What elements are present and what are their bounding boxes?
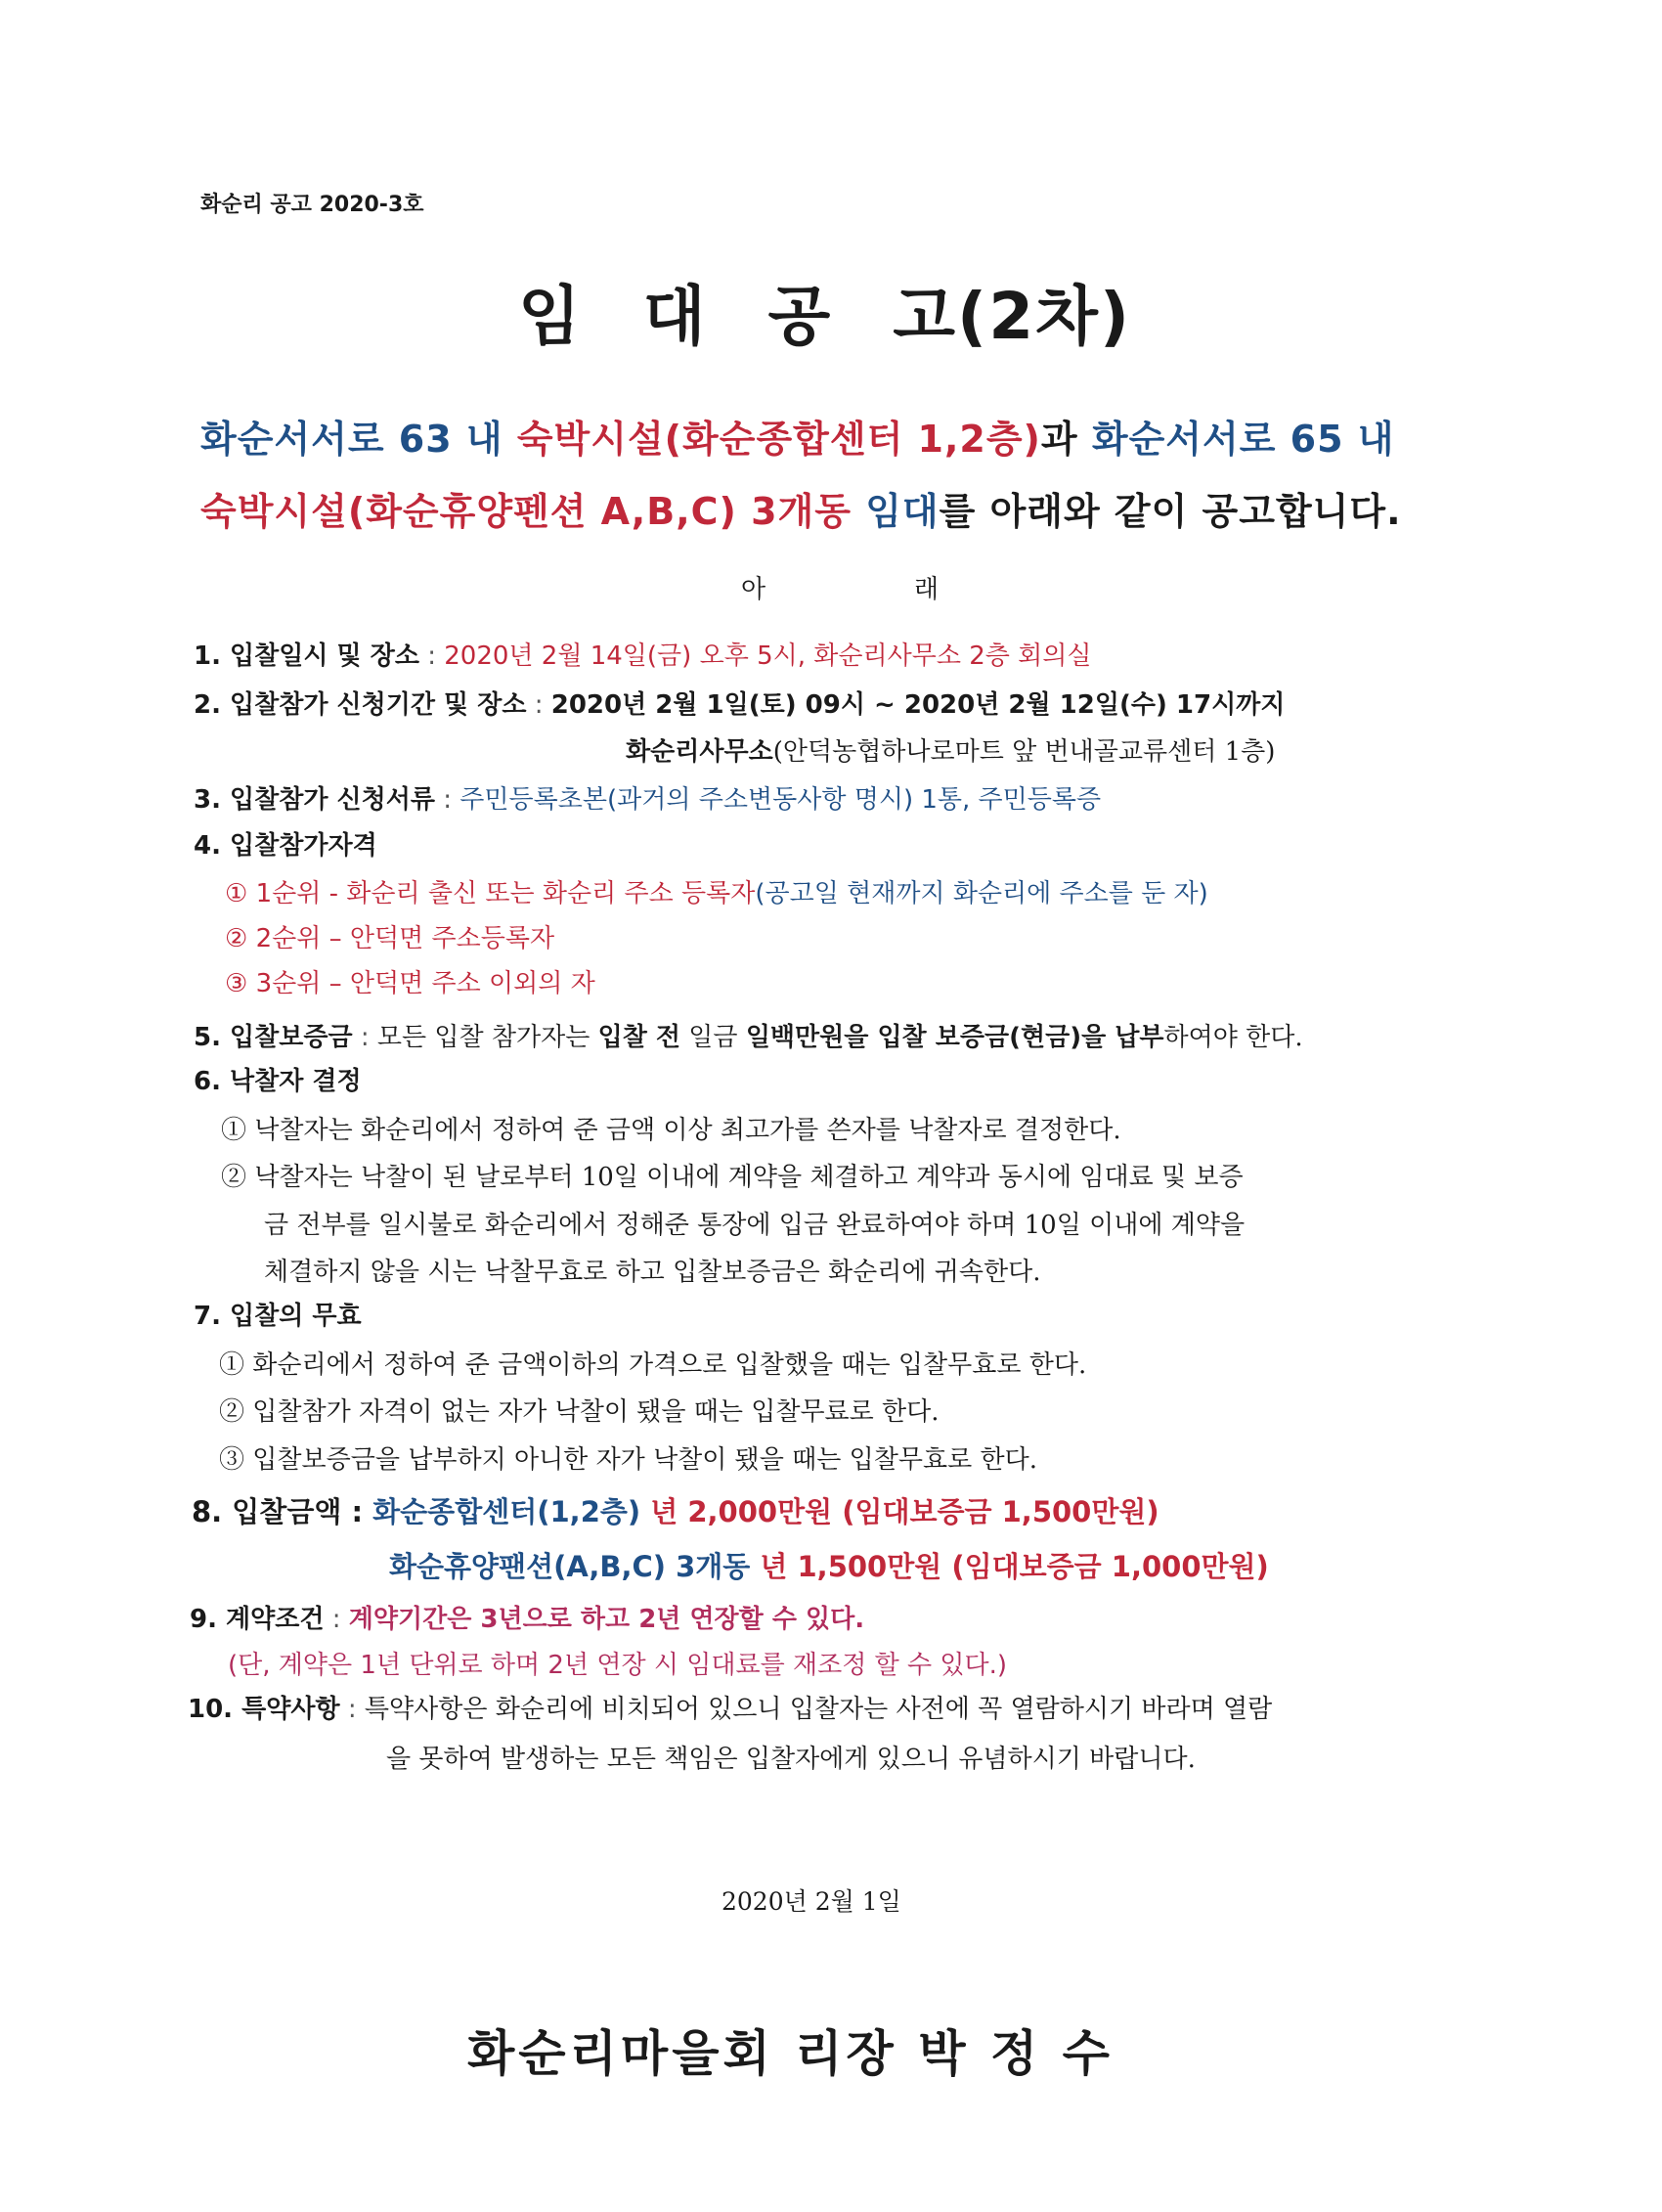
- item-10-key: 10. 특약사항: [188, 1695, 340, 1724]
- item-5-bold-2: 일백만원을 입찰 보증금(현금)을 납부: [745, 1023, 1164, 1052]
- item-6-sub-2b: 금 전부를 일시불로 화순리에서 정해준 통장에 입금 완료하여야 하며 10일 이내에 계약을: [264, 1211, 1246, 1240]
- item-2-place: [626, 731, 1275, 768]
- headline-address-63: 화순서서로 63 내: [200, 418, 503, 461]
- item-4-sub-1: [225, 873, 1208, 909]
- signer: 화순리마을회 리장 박 정 수: [467, 2025, 1114, 2082]
- item-2-key: 2. 입찰참가 신청기간 및 장소: [194, 690, 527, 720]
- item-2-sep: :: [526, 690, 551, 720]
- item-2-value: 2020년 2월 1일(토) 09시 ~ 2020년 2월 12일(수) 17시까지: [550, 690, 1286, 720]
- item-5-sep: :: [352, 1023, 377, 1052]
- item-4: [194, 825, 377, 862]
- title-char-4: 고(2차): [893, 279, 1132, 354]
- item-9-sep: :: [324, 1605, 349, 1634]
- item-9-value: 계약기간은 3년으로 하고 2년 연장할 수 있다.: [348, 1605, 865, 1634]
- headline-announce: 를 아래와 같이 공고합니다.: [939, 490, 1402, 533]
- headline-conj: 과: [1040, 418, 1078, 461]
- item-8-key: 8. 입찰금액: [192, 1495, 342, 1528]
- title-char-2: 대: [642, 279, 708, 354]
- item-7-sub-1: ① 화순리에서 정하여 준 금액이하의 가격으로 입찰했을 때는 입찰무효로 한다.: [219, 1350, 1087, 1380]
- headline-address-65: 화순서서로 65 내: [1091, 418, 1395, 461]
- below-label-a: 아: [741, 575, 766, 604]
- item-10-line-1: 특약사항은 화순리에 비치되어 있으니 입찰자는 사전에 꼭 열람하시기 바라며 열람: [364, 1695, 1273, 1724]
- title-char-3: 공: [767, 279, 833, 354]
- item-10-line-2: 을 못하여 발생하는 모든 책임은 입찰자에게 있으니 유념하시기 바랍니다.: [386, 1745, 1196, 1774]
- item-5-bold-1: 입찰 전: [597, 1023, 681, 1052]
- document-title: [518, 264, 1131, 357]
- headline-line-1: [200, 409, 1394, 463]
- item-1: [194, 636, 1092, 672]
- item-5-text-3: 하여야 한다.: [1163, 1023, 1303, 1052]
- item-5-text-1: 모든 입찰 참가자는: [376, 1023, 598, 1052]
- item-8: [192, 1490, 1159, 1530]
- item-9-note: (단, 계약은 1년 단위로 하며 2년 연장 시 임대료를 재조정 할 수 있다.): [228, 1651, 1007, 1680]
- item-6-sub-2a: ② 낙찰자는 낙찰이 된 날로부터 10일 이내에 계약을 체결하고 계약과 동시에 임대료 및 보증: [221, 1163, 1244, 1192]
- item-7: [194, 1296, 362, 1332]
- headline-line-2: [200, 481, 1402, 535]
- item-6: [194, 1061, 362, 1097]
- item-6-sub-2c: 체결하지 않을 시는 낙찰무효로 하고 입찰보증금은 화순리에 귀속한다.: [264, 1258, 1041, 1287]
- item-8-line-2: [389, 1545, 1269, 1585]
- headline-lease: 임대: [865, 490, 940, 533]
- item-9-key: 9. 계약조건: [190, 1605, 325, 1634]
- item-6-sub-1: ① 낙찰자는 화순리에서 정하여 준 금액 이상 최고가를 쓴자를 낙찰자로 결정한다.: [221, 1116, 1121, 1145]
- item-7-sub-3: ③ 입찰보증금을 납부하지 아니한 자가 낙찰이 됐을 때는 입찰무효로 한다.: [219, 1445, 1038, 1475]
- item-7-key: 7. 입찰의 무효: [194, 1302, 362, 1331]
- item-5-key: 5. 입찰보증금: [194, 1023, 353, 1052]
- headline-facility-pension: 숙박시설(화순휴양펜션 A,B,C) 3개동: [200, 490, 852, 533]
- item-5-text-2: 일금: [680, 1023, 746, 1052]
- item-3-sep: :: [435, 785, 460, 815]
- item-6-key: 6. 낙찰자 결정: [194, 1067, 362, 1096]
- below-label-b: 래: [914, 575, 940, 604]
- item-4-sub-3: ③ 3순위 – 안덕면 주소 이외의 자: [225, 969, 595, 998]
- item-10: [188, 1689, 1272, 1725]
- item-5: [194, 1017, 1303, 1053]
- item-10-sep: :: [339, 1695, 365, 1724]
- item-8-sep: :: [341, 1495, 373, 1528]
- title-char-1: 임: [518, 279, 583, 354]
- item-2-place-rest: (안덕농협하나로마트 앞 번내골교류센터 1층): [772, 737, 1276, 767]
- headline-facility-center: 숙박시설(화순종합센터 1,2층): [516, 418, 1041, 461]
- item-4-sub-1-blue: (공고일 현재까지 화순리에 주소를 둔 자): [755, 879, 1208, 908]
- item-4-sub-1-red: ① 1순위 - 화순리 출신 또는 화순리 주소 등록자: [225, 879, 756, 908]
- item-3-key: 3. 입찰참가 신청서류: [194, 785, 435, 815]
- item-7-sub-2: ② 입찰참가 자격이 없는 자가 낙찰이 됐을 때는 입찰무료로 한다.: [219, 1397, 940, 1427]
- notice-number: 화순리 공고 2020-3호: [200, 193, 424, 217]
- item-8-line-1-price: 년 2,000만원 (임대보증금 1,500만원): [640, 1495, 1159, 1528]
- item-2: [194, 685, 1285, 721]
- item-3: [194, 779, 1101, 816]
- issue-date: 2020년 2월 1일: [722, 1887, 901, 1916]
- item-8-line-2-price: 년 1,500만원 (임대보증금 1,000만원): [750, 1550, 1269, 1583]
- item-4-sub-2: ② 2순위 – 안덕면 주소등록자: [225, 924, 555, 953]
- item-1-key: 1. 입찰일시 및 장소: [194, 641, 419, 671]
- item-3-value: 주민등록초본(과거의 주소변동사항 명시) 1통, 주민등록증: [459, 785, 1102, 815]
- item-8-line-2-facility: 화순휴양팬션(A,B,C) 3개동: [389, 1550, 751, 1583]
- item-8-line-1-facility: 화순종합센터(1,2층): [372, 1495, 641, 1528]
- item-1-value: 2020년 2월 14일(금) 오후 5시, 화순리사무소 2층 회의실: [444, 641, 1092, 671]
- item-4-key: 4. 입찰참가자격: [194, 831, 377, 861]
- item-1-sep: :: [418, 641, 445, 671]
- item-2-place-bold: 화순리사무소: [626, 737, 773, 767]
- item-9: [190, 1599, 864, 1635]
